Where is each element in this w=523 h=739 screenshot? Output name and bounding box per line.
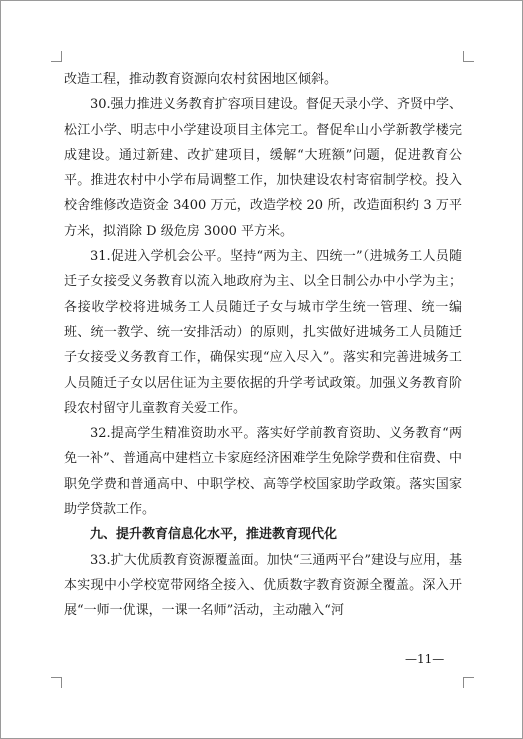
paragraph-item-30: 30.强力推进义务教育扩容项目建设。督促天录小学、齐贤中学、松江小学、明志中小学建设项目主体完工。督促牟山小学新教学楼完成建设。通过新建、改扩建项目，缓解“大班额”问题，促进教育公平。推进农村中小学布局调整工作，加快建设农村寄宿制学校。投入校舍维修改造资金 3400 万元，改造学校 20 所，改造面积约 3 万平方米，拟消除 D 级危房 3000 平方米。: [64, 97, 462, 239]
page-number: —11—: [405, 652, 445, 666]
body-text: [64, 67, 462, 624]
paragraph-item-31: 31.促进入学机会公平。坚持“两为主、四统一”（进城务工人员随迁子女接受义务教育以流入地政府为主、以全日制公办中小学为主；各接收学校将进城务工人员随迁子女与城市学生统一管理、统一编班、统一教学、统一安排活动）的原则，扎实做好进城务工人员随迁子女接受义务教育工作，确保实现“应入尽入”。落实和完善进城务工人员随迁子女以居住证为主要依据的升学考试政策。加强义务教育阶段农村留守儿童教育关爱工作。: [64, 249, 462, 416]
crop-mark-top-right: [463, 51, 474, 62]
paragraph-item-32: 32.提高学生精准资助水平。落实好学前教育资助、义务教育“两免一补”、普通高中建档立卡家庭经济困难学生免除学费和住宿费、中职免学费和普通高中、中职学校、高等学校国家助学政策。落实国家助学贷款工作。: [64, 426, 462, 518]
paragraph-item-33: 33.扩大优质教育资源覆盖面。加快“三通两平台”建设与应用，基本实现中小学校宽带网络全接入、优质数字教育资源全覆盖。深入开展“一师一优课，一课一名师”活动，主动融入“河: [64, 552, 462, 619]
crop-mark-top-left: [51, 51, 62, 62]
crop-mark-bottom-right: [463, 677, 474, 688]
section-heading: 九、提升教育信息化水平，推进教育现代化: [90, 527, 338, 543]
crop-mark-bottom-left: [51, 677, 62, 688]
paragraph-continuation: 改造工程，推动教育资源向农村贫困地区倾斜。: [64, 72, 338, 87]
